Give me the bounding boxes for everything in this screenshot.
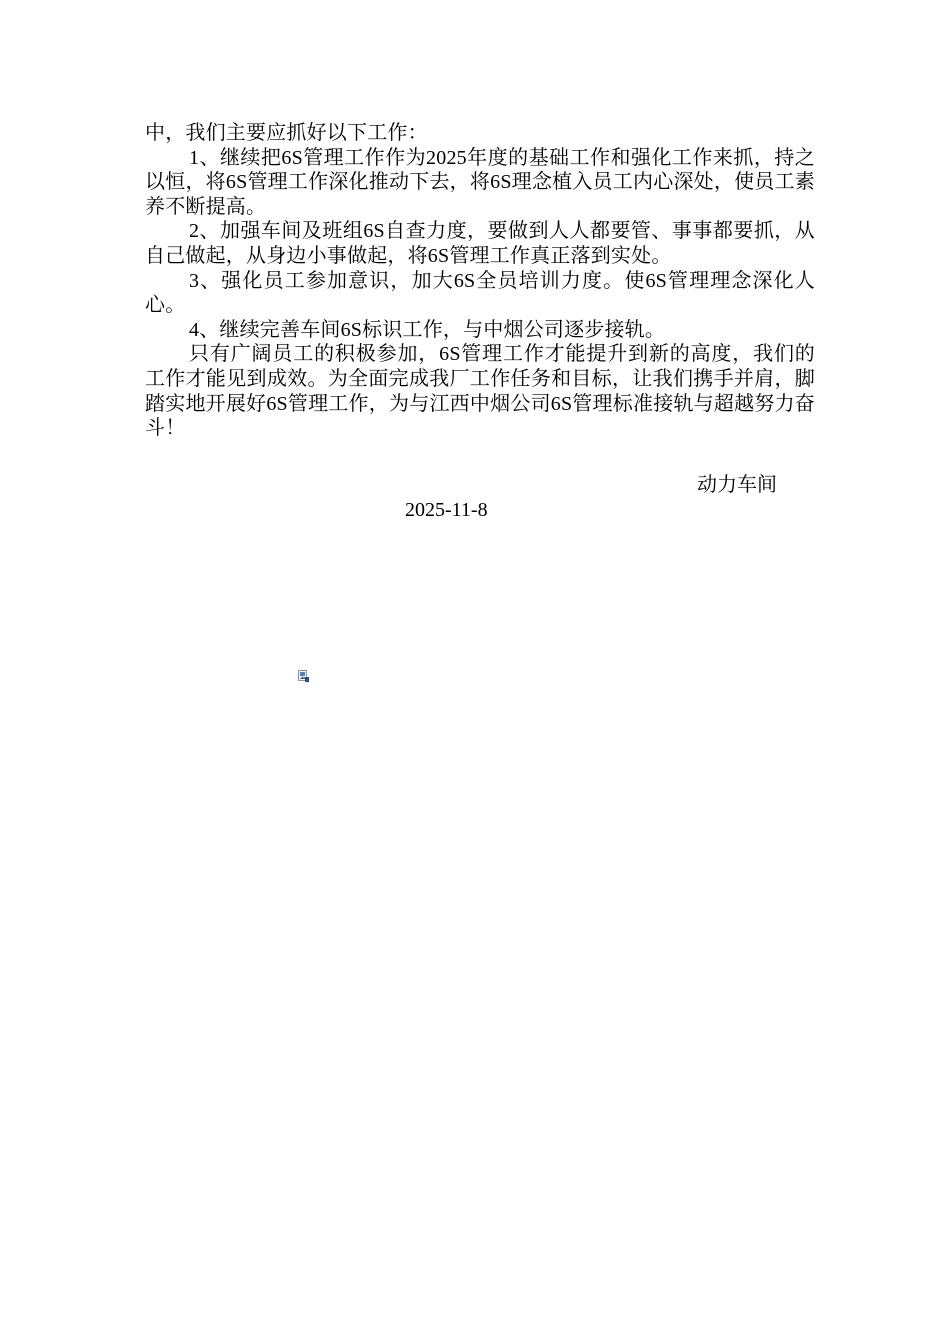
paragraph-item-3: 3、强化员工参加意识，加大6S全员培训力度。使6S管理理念深化人心。 — [145, 269, 815, 317]
paragraph-intro: 中，我们主要应抓好以下工作： — [145, 122, 428, 144]
embedded-image-icon — [298, 670, 309, 682]
paragraph-item-2: 2、加强车间及班组6S自查力度，要做到人人都要管、事事都要抓，从自己做起，从身边小事做起，将6S管理工作真正落到实处。 — [145, 220, 815, 267]
paragraph-item-1: 1、继续把6S管理工作作为2025年度的基础工作和强化工作来抓，持之以恒，将6S管理工作深化推动下去，将6S理念植入员工内心深处，使员工素养不断提高。 — [145, 146, 815, 218]
paragraph-item-4: 4、继续完善车间6S标识工作，与中烟公司逐步接轨。 — [189, 318, 666, 341]
document-body — [145, 121, 815, 441]
paragraph-closing: 只有广阔员工的积极参加，6S管理工作才能提升到新的高度，我们的工作才能见到成效。为全面完成我厂工作任务和目标，让我们携手并肩，脚踏实地开展好6S管理工作，为与江西中烟公司6S管理标准接轨与超越努力奋斗！ — [145, 343, 815, 440]
document-date: 2025-11-8 — [405, 499, 488, 521]
signature-department: 动力车间 — [697, 474, 777, 496]
